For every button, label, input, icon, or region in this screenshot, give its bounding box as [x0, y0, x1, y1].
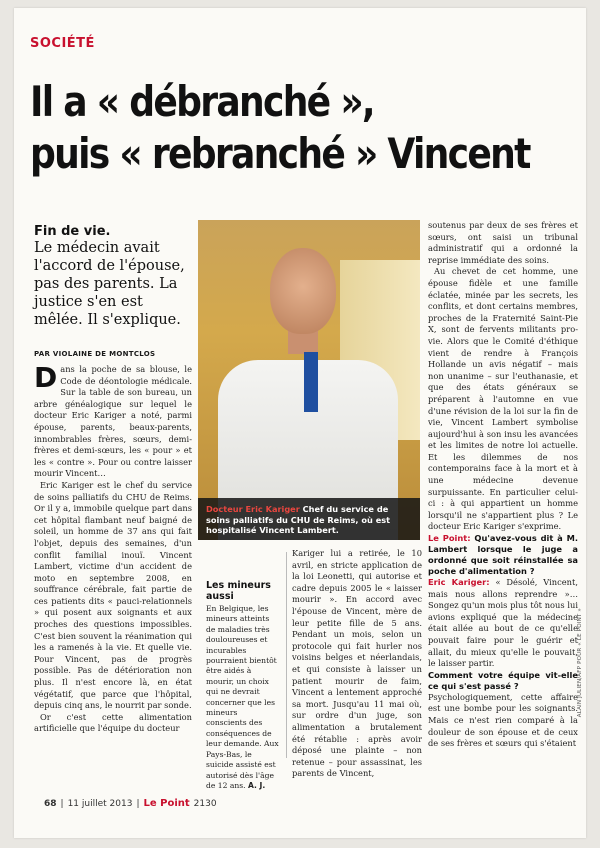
sidebar-signature: A. J.	[248, 780, 266, 790]
paragraph: Kariger lui a retirée, le 10 avril, en stricte application de la loi Leonetti, qui autorise et cadre depuis 2005 le « laisser mourir ». En accord avec l'épouse de Vincent, mère de leur petite fille de 5 ans. Pendant un mois, selon un protocole qui fait hurler nos voisins belges et néerlandais, et qui consiste à laisser un patient mourir de faim, Vincent a lentement approché sa mort. Jusqu'au 11 mai où, sur ordre d'un juge, son alimentation a brutalement été rétablie : après avoir déposé une plainte – non retenue – pour assassinat, les parents de Vincent,	[292, 548, 422, 779]
answer-text: « Désolé, Vincent, mais nous allons reprendre »… Songez qu'un mois plus tôt nous lui avions expliqué que la médecine était allée au bout de ce qu'elle pouvait faire pour le guérir et allait, du mieux qu'elle le pouvait, le laisser partir.	[428, 577, 578, 669]
caption-text: Chef du service de soins palliatifs du CHU de Reims, où est hospitalisé Vincent Lambert.	[206, 504, 391, 535]
magazine-brand: Le Point	[143, 798, 190, 809]
headline-line-2: puis « rebranché » Vincent	[30, 129, 530, 178]
byline: PAR VIOLAINE DE MONTCLOS	[34, 350, 156, 358]
section-label: SOCIÉTÉ	[30, 36, 95, 51]
issue-number: 2130	[193, 798, 217, 809]
paragraph	[34, 361, 192, 480]
issue-date: 11 juillet 2013	[67, 798, 133, 809]
page-number: 68	[44, 798, 57, 809]
interview-answer: Psychologiquement, cette affaire est une bombe pour les soignants. Mais ce n'est rien comparé à la douleur de son épouse et de ceux de ses frères et sœurs qui s'étaient	[428, 691, 578, 749]
article-column-1	[34, 361, 192, 735]
sidebar-text: En Belgique, les mineurs atteints de maladies très douloureuses et incurables pourraient bientôt être aidés à mourir, un choix qui ne devrait concerner que les mineurs conscients des conséquences de leur demande. Aux Pays-Bas, le suicide assisté est autorisé dès l'âge de 12 ans.	[206, 604, 279, 790]
dek-body: Le médecin avait l'accord de l'épouse, pas des parents. La justice s'en est mêlée. Il s'explique.	[34, 240, 185, 328]
footer-separator: |	[60, 798, 64, 809]
article-column-2	[292, 548, 422, 780]
article-column-3	[428, 220, 578, 750]
caption-name: Docteur Eric Kariger	[206, 504, 300, 514]
headline	[30, 76, 530, 180]
page-footer	[44, 798, 217, 809]
sidebar-body	[206, 604, 280, 791]
photo-caption	[198, 498, 420, 540]
paragraph: Eric Kariger est le chef du service de soins palliatifs du CHU de Reims. Or il y a, immobile quelque part dans cet hôpital flambant neuf baigné de soleil, un homme de 37 ans qui fait l'objet, depuis des semaines, d'un conflit familial inouï. Vincent Lambert, victime d'un accident de moto en septembre 2008, en souffrance cérébrale, fait partie de ces patients dits « pauci-relationnels » qui posent aux soignants et aux proches des questions impossibles. C'est bien souvent la réanimation qui les a ramenés à la vie. Et quelle vie. Pour Vincent, pas de progrès possible. Pas de détérioration non plus. Il n'est encore là, en état végétatif, que parce que l'hôpital, depuis cinq ans, le nourrit par sonde.	[34, 479, 192, 711]
interview-question: Comment votre équipe vit-elle ce qui s'est passé ?	[428, 669, 578, 691]
paragraph: soutenus par deux de ses frères et sœurs, ont saisi un tribunal administratif qui a ordonné la reprise immédiate des soins.	[428, 220, 578, 265]
paragraph: Or c'est cette alimentation artificielle que l'équipe du docteur	[34, 711, 192, 734]
photo-credit: ALAIN JULIEN/AFP POUR « LE POINT »	[577, 608, 583, 718]
interviewee-label: Eric Kariger:	[428, 577, 490, 588]
interview-question	[428, 533, 578, 577]
paragraph-text: ans la poche de sa blouse, le Code de déontologie médicale. Sur la table de son bureau, un arbre généalogique sur lequel le docteur Eric Kariger a noté, parmi épouse, parents, beaux-parents, innombrables frères, sœurs, demi-frères et demi-sœurs, les « pour » et les « contre ». Pour ou contre laisser mourir Vincent…	[34, 364, 192, 479]
magazine-page	[14, 8, 586, 838]
sidebar-divider	[286, 552, 287, 758]
doctor-photo	[198, 220, 420, 540]
sidebar-title: Les mineurs aussi	[206, 580, 271, 602]
headline-line-1: Il a « débranché »,	[30, 77, 374, 126]
tie-shape	[304, 352, 318, 412]
sidebar-box	[206, 580, 280, 791]
question-text: Qu'avez-vous dit à M. Lambert lorsque le juge a ordonné que soit réinstallée sa poche d'alimentation ?	[428, 533, 578, 577]
paragraph: Au chevet de cet homme, une épouse fidèle et une famille éclatée, minée par les secrets, les conflits, et dont certains membres, proches de la Fraternité Saint-Pie X, sont de fervents militants pro-vie. Alors que le Comité d'éthique vient de rendre à François Hollande un avis négatif – mais non unanime – sur l'euthanasie, et que des états généraux se préparent à l'automne en vue d'une révision de la loi sur la fin de vie, Vincent Lambert symbolise aujourd'hui à son insu les avancées et les limites de notre loi actuelle. Et les dilemmes de nos contemporains face à la mort et à une médecine devenue surpuissante. En particulier celui-ci : à qui appartient un homme lorsqu'il ne s'appartient plus ? Le docteur Eric Kariger s'exprime.	[428, 266, 578, 532]
footer-separator: |	[136, 798, 140, 809]
head-shape	[270, 248, 336, 334]
dek	[34, 220, 194, 329]
interview-answer	[428, 577, 578, 670]
dek-lead: Fin de vie.	[34, 224, 111, 239]
drop-cap: D	[34, 361, 58, 394]
interviewer-label: Le Point:	[428, 533, 471, 544]
